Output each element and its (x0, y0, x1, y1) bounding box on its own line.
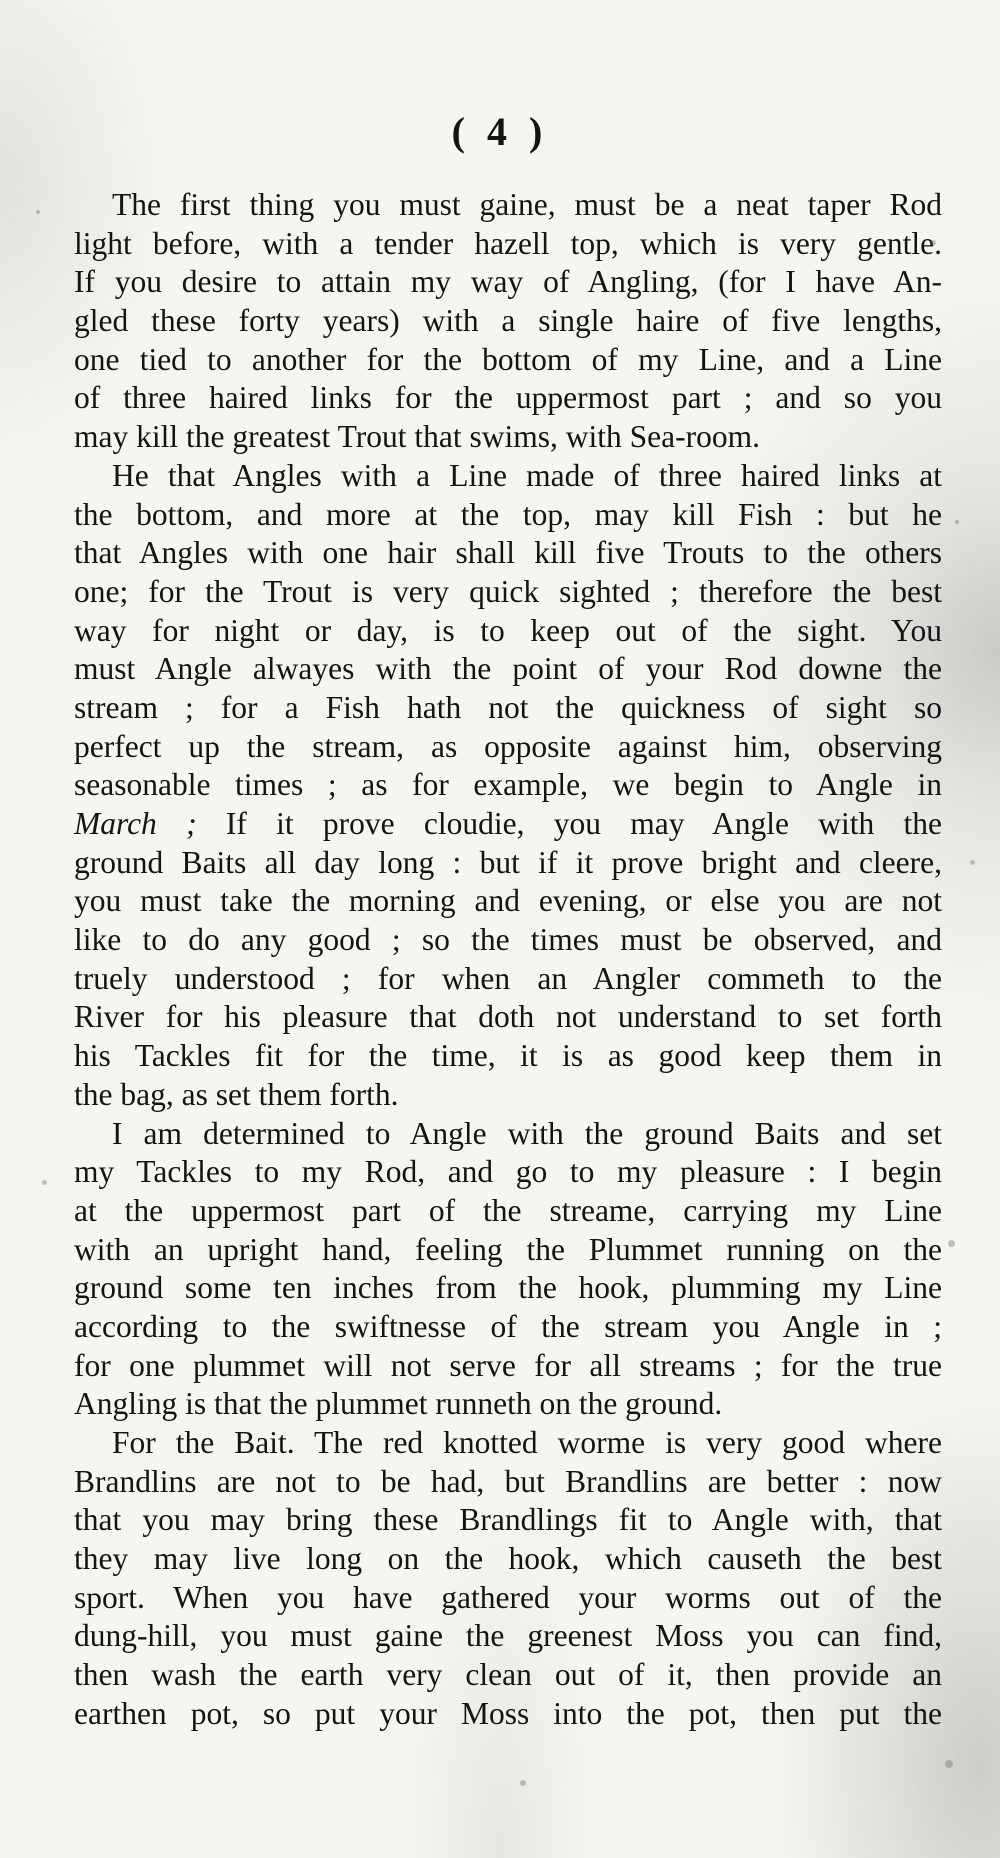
text-line-italic-start: March ; If it prove cloudie, you may Angle with the (74, 806, 942, 841)
text-line: they may live long on the hook, which causeth the best (74, 1541, 942, 1577)
paragraph (74, 1424, 942, 1734)
text-line: my Tackles to my Rod, and go to my pleasure : I begin (74, 1154, 942, 1190)
paper-speckle (36, 210, 40, 214)
text-line: River for his pleasure that doth not understand to set forth (74, 999, 942, 1035)
paper-speckle (930, 240, 936, 246)
text-line: gled these forty years) with a single haire of five lengths, (74, 303, 942, 339)
paragraph (74, 457, 942, 1115)
text-line: his Tackles fit for the time, it is as good keep them in (74, 1038, 942, 1074)
text-line: must Angle alwayes with the point of your Rod downe the (74, 651, 942, 687)
text-line: stream ; for a Fish hath not the quickness of sight so (74, 689, 942, 725)
text-line: the bag, as set them forth. (74, 1076, 399, 1112)
text-line: at the uppermost part of the streame, carrying my Line (74, 1192, 942, 1228)
text-line: light before, with a tender hazell top, which is very gentle. (74, 225, 942, 261)
paper-speckle (970, 860, 975, 865)
paragraph (74, 186, 942, 457)
paper-speckle (520, 1780, 526, 1786)
paper-speckle (948, 1240, 955, 1247)
paper-speckle (945, 1760, 953, 1768)
text-line: for one plummet will not serve for all streams ; for the true (74, 1347, 942, 1383)
text-line: of three haired links for the uppermost part ; and so you (74, 380, 942, 416)
text-line: perfect up the stream, as opposite against him, observing (74, 728, 942, 764)
text-line: ground some ten inches from the hook, plumming my Line (74, 1270, 942, 1306)
text-line: For the Bait. The red knotted worme is very good where (112, 1425, 942, 1460)
page-number: ( 4 ) (451, 109, 549, 154)
text-line: that you may bring these Brandlings fit to Angle with, that (74, 1502, 942, 1538)
text-line: dung-hill, you must gaine the greenest Moss you can find, (74, 1618, 942, 1654)
text-line: then wash the earth very clean out of it, then provide an (74, 1657, 942, 1693)
paragraph (74, 1115, 942, 1425)
text-line: one; for the Trout is very quick sighted ; therefore the best (74, 573, 942, 609)
paper-speckle (955, 520, 959, 524)
text-line: ground Baits all day long : but if it prove bright and cleere, (74, 844, 942, 880)
paper-speckle (42, 1180, 47, 1185)
text-line: Angling is that the plummet runneth on the ground. (74, 1386, 723, 1422)
text-line: that Angles with one hair shall kill five Trouts to the others (74, 535, 942, 571)
text-line: He that Angles with a Line made of three haired links at (112, 457, 942, 493)
text-line: I am determined to Angle with the ground Baits and set (112, 1115, 942, 1151)
italic-word: March ; (74, 806, 197, 841)
text-line: with an upright hand, feeling the Plummet running on the (74, 1231, 942, 1267)
body-text (74, 186, 942, 1734)
text-line: you must take the morning and evening, or else you are not (74, 883, 942, 919)
text-line: sport. When you have gathered your worms out of the (74, 1579, 942, 1615)
text-line: seasonable times ; as for example, we begin to Angle in (74, 767, 942, 803)
text-line: one tied to another for the bottom of my Line, and a Line (74, 341, 942, 377)
text-line: way for night or day, is to keep out of the sight. You (74, 612, 942, 648)
text-line: according to the swiftnesse of the stream you Angle in ; (74, 1308, 942, 1344)
text-line: the bottom, and more at the top, may kill Fish : but he (74, 496, 942, 532)
text-line: If you desire to attain my way of Angling, (for I have An- (74, 264, 942, 300)
text-line: may kill the greatest Trout that swims, with Sea-room. (74, 419, 760, 455)
text-line: earthen pot, so put your Moss into the pot, then put the (74, 1695, 942, 1731)
text-line: Brandlins are not to be had, but Brandlins are better : now (74, 1463, 942, 1499)
text-line: The first thing you must gaine, must be a neat taper Rod (112, 187, 942, 222)
text-line: truely understood ; for when an Angler commeth to the (74, 960, 942, 996)
text-line: like to do any good ; so the times must be observed, and (74, 922, 942, 958)
